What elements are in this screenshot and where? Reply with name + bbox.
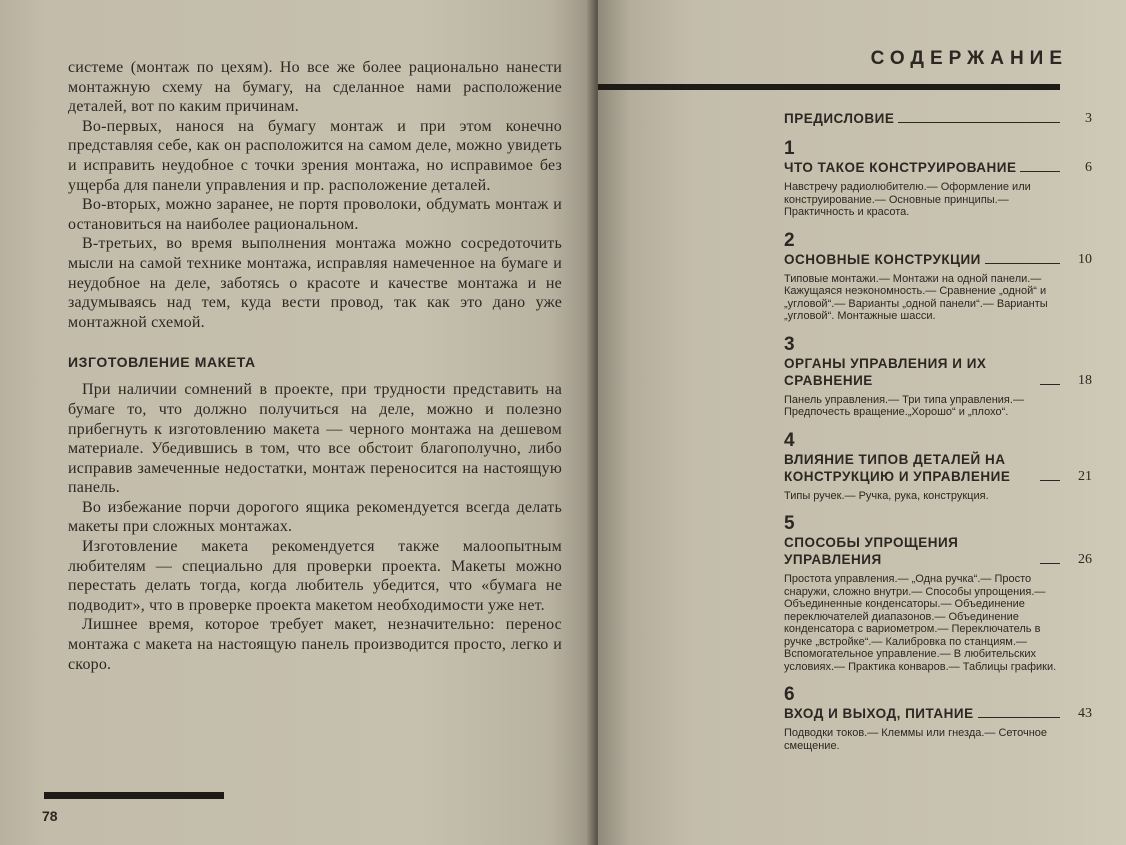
toc-entry-title: СПОСОБЫ УПРОЩЕНИЯ УПРАВЛЕНИЯ	[784, 535, 959, 567]
toc-title: СОДЕРЖАНИЕ	[870, 48, 1068, 69]
toc-entry-page: 3	[1085, 111, 1092, 126]
page-number: 78	[42, 808, 58, 824]
leader-line	[1040, 384, 1060, 385]
toc-entry-title: ОРГАНЫ УПРАВЛЕНИЯ И ИХ СРАВНЕНИЕ	[784, 355, 987, 388]
toc-entry-page: 10	[1078, 251, 1092, 267]
toc-entry-description: Панель управления.— Три типа управления.— Предпочесть вращение.„Хорошо“ и „плохо“.	[784, 393, 1024, 418]
paragraph: Во-первых, нанося на бумагу монтаж и при этом конечно представляя себе, как он расположится на самом деле, можно увидеть и исправить неудобное с точки зрения монтажа, но исправимое без ущерба для панели управления и пр. расположение деталей.	[68, 117, 562, 194]
chapter-number: 4	[784, 429, 795, 451]
toc-entry-description: Простота управления.— „Одна ручка“.— Просто снаружи, сложно внутри.— Способы упрощения.— Объединенные конденсаторы.— Объединение переключателей диапазонов.— Объединение конденсатора с вариометром.— Переключатель в ручке „встройке“.— Калибровка по станциям.— Вспомогательное управление.— В любительских условиях.— Практика конваров.— Таблицы графики.	[784, 573, 1057, 673]
toc-entry	[784, 431, 1092, 503]
toc-entry-title: ВЛИЯНИЕ ТИПОВ ДЕТАЛЕЙ НА КОНСТРУКЦИЮ И УПРАВЛЕНИЕ	[784, 451, 1011, 484]
toc-entry-description: Подводки токов.— Клеммы или гнезда.— Сеточное смещение.	[784, 727, 1048, 752]
toc-entry	[784, 514, 1092, 673]
leader-line	[985, 263, 1060, 264]
chapter-number: 1	[784, 138, 795, 159]
toc-entry-description: Типовые монтажи.— Монтажи на одной панели.— Кажущаяся неэкономность.— Сравнение „одной“ и „угловой“.— Варианты „одной панели“.— Варианты „угловой“. Монтажные шасси.	[784, 272, 1048, 322]
toc-entry-title: ПРЕДИСЛОВИЕ	[784, 111, 895, 126]
right-page	[598, 0, 1126, 845]
toc-entry	[784, 231, 1092, 323]
toc-entry-page: 21	[1078, 468, 1092, 484]
paragraph: Во-вторых, можно заранее, не портя проволоки, обдумать монтаж и остановиться на наиболее рациональном.	[68, 196, 562, 233]
toc-entry-title: ЧТО ТАКОЕ КОНСТРУИРОВАНИЕ	[784, 160, 1017, 175]
toc-entry	[784, 110, 1092, 127]
toc-entry-description: Навстречу радиолюбителю.— Оформление или конструирование.— Основные принципы.— Практичность и красота.	[784, 181, 1031, 218]
leader-line	[1040, 480, 1060, 481]
toc-rule	[598, 84, 1060, 90]
leader-line	[898, 122, 1060, 123]
toc-entry-page: 18	[1078, 372, 1092, 388]
chapter-number: 5	[784, 513, 795, 534]
toc-entry-page: 26	[1078, 552, 1092, 567]
paragraph: системе (монтаж по цехям). Но все же более рационально нанести монтажную схему на бумагу, на сделанное нами расположение деталей, вот по каким причинам.	[68, 59, 562, 116]
paragraph: Изготовление макета рекомендуется также малоопытным любителям — специально для проверки проекта. Макеты можно перестать делать тогда, когда любитель убедится, что «бумага не подводит», что в проверке проекта макетом необходимости уже нет.	[68, 538, 562, 614]
toc-entry	[784, 139, 1092, 219]
chapter-number: 3	[784, 333, 795, 355]
toc-entry-description: Типы ручек.— Ручка, рука, конструкция.	[784, 489, 989, 502]
toc-entry-page: 43	[1078, 706, 1092, 721]
toc-entry	[784, 335, 1092, 419]
paragraph: Во избежание порчи дорогого ящика рекомендуется всегда делать макеты при сложных монтажах.	[68, 498, 562, 536]
toc-entry-title: ОСНОВНЫЕ КОНСТРУКЦИИ	[784, 251, 981, 267]
chapter-number: 2	[784, 229, 795, 251]
bottom-rule	[44, 792, 224, 799]
leader-line	[1020, 171, 1060, 172]
chapter-number: 6	[784, 684, 795, 705]
toc-entry-page: 6	[1085, 160, 1092, 175]
paragraph: При наличии сомнений в проекте, при трудности представить на бумаге то, что должно получиться на деле, можно и полезно прибегнуть к изготовлению макета — черного монтажа на дешевом материале. Убедившись в том, что все обстоит благополучно, либо исправив замеченные недостатки, монтаж переносится на настоящую панель.	[68, 381, 562, 497]
leader-line	[978, 717, 1060, 718]
leader-line	[1040, 563, 1060, 564]
paragraph: В-третьих, во время выполнения монтажа можно сосредоточить мысли на самой технике монтажа, исправляя намеченное на бумаге и неудобное на деле, заботясь о красоте и качестве монтажа и не задумываясь над тем, куда вести провод, так как это дано уже монтажной схемой.	[68, 235, 562, 331]
toc-entry	[784, 685, 1092, 752]
table-of-contents	[598, 110, 1092, 752]
toc-entry-title: ВХОД И ВЫХОД, ПИТАНИЕ	[784, 706, 974, 721]
paragraph: Лишнее время, которое требует макет, незначительно: перенос монтажа с макета на настоящую панель производится просто, легко и скоро.	[68, 616, 562, 673]
section-heading: ИЗГОТОВЛЕНИЕ МАКЕТА	[68, 354, 256, 371]
